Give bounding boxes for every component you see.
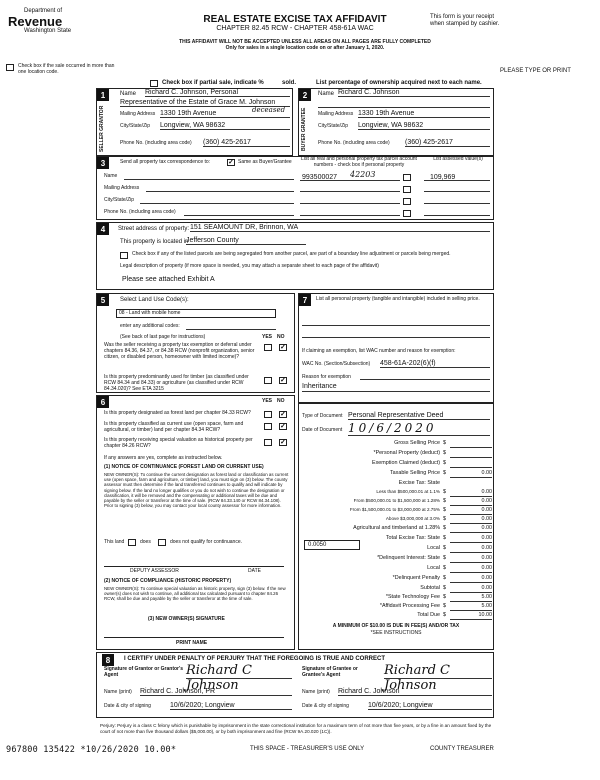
multi-location-label: Check box if the sale occurred in more than one location code. (18, 63, 115, 75)
seller-deceased-annotation: deceased (252, 106, 286, 114)
s5-q2-yes-checkbox[interactable] (264, 377, 272, 384)
parcel-handwritten: 42203 (350, 170, 376, 179)
tax-label-total-state: Total Excise Tax: State (385, 535, 440, 541)
buyer-city-field[interactable]: Longview, WA 98632 (358, 122, 490, 130)
deputy-assessor-label: DEPUTY ASSESSOR (130, 568, 179, 574)
tax-label-taxable: Taxable Selling Price (389, 470, 440, 476)
does-not-label: does not qualify for continuance. (170, 539, 242, 545)
local-rate-box[interactable]: 0.0050 (304, 540, 360, 550)
tax-dollar-sign: $ (443, 507, 446, 513)
tax-label-exemption: Exemption Claimed (deduct) (371, 460, 440, 466)
s3-city-label: City/State/Zip (104, 197, 135, 203)
tax-label-delinq-local: Local (427, 565, 440, 571)
tax-value-taxable[interactable]: 0.00 (450, 470, 492, 478)
additional-codes-label: enter any additional codes: (120, 323, 180, 329)
tax-dollar-sign: $ (443, 594, 446, 600)
send-correspondence-label: Send all property tax correspondence to: (120, 159, 211, 165)
s6-no-header: NO (277, 398, 285, 404)
s6-question-3: Is this property receiving special valuation as historical property per chapter 84.26 RCW? (104, 437, 253, 449)
assessed-row-1 (424, 180, 490, 181)
wac-field[interactable]: 458-61A-202(6)(f) (380, 360, 490, 368)
new-owner-signature-label: (3) NEW OWNER(S) SIGNATURE (148, 616, 225, 622)
s6-question-2: Is this property classified as current use (open space, farm and agricultural, or timber) land per chapter 84.34 RCW? (104, 421, 244, 433)
tax-label-tech-fee: *State Technology Fee (385, 594, 440, 600)
tax-dollar-sign: $ (443, 555, 446, 561)
grantee-sig-label: Signature of Grantee or Grantee's Agent (302, 666, 358, 678)
assessed-row-4[interactable] (424, 208, 490, 216)
section-3-number: 3 (97, 157, 109, 169)
same-as-buyer-label: Same as Buyer/Grantee (238, 159, 292, 165)
segregated-checkbox[interactable] (120, 252, 128, 259)
tax-dollar-sign: $ (443, 516, 446, 522)
s3-name-label: Name (104, 173, 118, 179)
seller-mailing-field[interactable]: 1330 19th Avenue (160, 110, 290, 118)
reason-label: Reason for exemption (302, 374, 351, 380)
s6-yes-header: YES (262, 398, 273, 404)
buyer-phone-field[interactable]: (360) 425-2617 (405, 139, 490, 147)
tax-value-affidavit-fee[interactable]: 5.00 (450, 603, 492, 611)
s3-phone-label: Phone No. (including area code) (104, 209, 176, 215)
treasurer-stamp: 967800 135422 *10/26/2020 10.00* (6, 745, 177, 755)
tax-dollar-sign: $ (443, 498, 446, 504)
assessed-header: List assessed value(s) (433, 156, 483, 162)
tax-dollar-sign: $ (443, 603, 446, 609)
legal-description-label: Legal description of property (if more space is needed, you may attach a separate sheet to each page of the affidavit) (120, 263, 379, 269)
s6-if-any-note: If any answers are yes, complete as instructed below. (104, 455, 223, 461)
this-land-label: This land (104, 539, 125, 545)
doc-type-field[interactable]: Personal Representative Deed (348, 412, 490, 420)
seller-city-label: City/State/Zip (120, 123, 151, 129)
tax-dollar-sign: $ (443, 565, 446, 571)
form-warning-2: Only for sales in a single location code on or after January 1, 2020. (225, 45, 385, 51)
buyer-mailing-label: Mailing Address (318, 111, 354, 117)
personal-property-field-1[interactable] (302, 318, 490, 326)
additional-codes-field[interactable] (186, 322, 276, 330)
tax-value-tier3[interactable]: 0.00 (450, 507, 492, 515)
s5-question-2: Is this property predominantly used for timber (as classified under RCW 84.34 and 84.33) or agriculture (as classified under RCW 84.34.020)? See ETA 3215 (104, 374, 249, 392)
buyer-name-field-2[interactable] (318, 99, 490, 108)
receipt-note (430, 14, 590, 28)
partial-sale-checkbox[interactable] (150, 80, 158, 87)
located-in-field[interactable]: Jefferson County (186, 237, 306, 245)
seller-phone-field[interactable]: (360) 425-2617 (203, 139, 290, 147)
doc-type-label: Type of Document (302, 413, 343, 419)
doc-date-field[interactable]: 10/6/2020 (348, 421, 490, 436)
tax-label-total-due: Total Due (417, 612, 440, 618)
tax-label-agri: Agricultural and timberland at 1.28% (353, 525, 440, 531)
tax-value-agri[interactable]: 0.00 (450, 525, 492, 533)
same-as-buyer-checkbox[interactable]: ✓ (228, 159, 234, 166)
section-2-number: 2 (299, 89, 311, 101)
reason-field[interactable]: Inheritance (302, 383, 337, 390)
s3-name-field[interactable] (124, 172, 294, 180)
perjury-note: Perjury: Perjury is a class C felony which is punishable by imprisonment in the state correctional institution for a maximum term of not more than five years, or by a fine in an amount fixed by the court of not more than five thousand dollars ($5,000.00), or by both imprisonment and fine (RCW 9A.20.020 (1C)). (100, 723, 492, 734)
grantor-date-field[interactable]: 10/6/2020; Longview (170, 702, 292, 710)
partial-sale-label: Check box if partial sale, indicate % (162, 80, 264, 86)
tax-label-personal: *Personal Property (deduct) (373, 450, 440, 456)
personal-property-checkbox-4[interactable] (403, 210, 411, 217)
tax-value-exemption[interactable] (450, 460, 492, 468)
form-subtitle: CHAPTER 82.45 RCW - CHAPTER 458-61A WAC (216, 25, 374, 32)
receipt-note-1: This form is your receipt (430, 14, 495, 20)
tax-value-local[interactable]: 0.00 (450, 545, 492, 553)
print-note: PLEASE TYPE OR PRINT (500, 68, 571, 74)
personal-property-checkbox-1[interactable] (403, 174, 411, 181)
multi-location-checkbox[interactable] (6, 64, 14, 71)
seller-name-field-2[interactable]: Representative of the Estate of Grace M. Johnson (120, 99, 290, 107)
county-treasurer: COUNTY TREASURER (430, 746, 494, 752)
s3-phone-field[interactable] (184, 208, 294, 216)
buyer-phone-label: Phone No. (including area code) (318, 140, 390, 146)
s6-q3-yes-checkbox[interactable] (264, 439, 272, 446)
grantee-date-field[interactable]: 10/6/2020; Longview (368, 702, 492, 710)
grantee-name-label: Name (print) (302, 689, 330, 695)
legal-description-value[interactable]: Please see attached Exhibit A (122, 276, 215, 283)
tax-label-delinq-penalty: *Delinquent Penalty (392, 575, 440, 581)
seller-city-field[interactable]: Longview, WA 98632 (160, 122, 290, 130)
tax-value-delinq-penalty[interactable]: 0.00 (450, 575, 492, 583)
tax-value-delinq-local[interactable]: 0.00 (450, 565, 492, 573)
tax-value-tier2[interactable]: 0.00 (450, 498, 492, 506)
s6-q3-no-checkbox[interactable]: ✓ (280, 439, 286, 446)
tax-value-subtotal[interactable]: 0.00 (450, 585, 492, 593)
section-5-number: 5 (97, 294, 109, 306)
tax-value-tier1[interactable]: 0.00 (450, 489, 492, 497)
wac-label: WAC No. (Section/Subsection) (302, 361, 371, 367)
s5-question-1: Was the seller receiving a property tax exemption or deferral under chapters 84.36, 84.37, or 84.38 RCW (nonprofit organization, senior citizen, or disabled person, homeowner with limited income)? (104, 342, 255, 360)
tax-label-tier4: Above $3,000,000 at 3.0% (385, 516, 440, 521)
see-back-note: (See back of last page for instructions) (120, 334, 206, 340)
tax-label-delinq-interest: *Delinquent Interest: State (377, 555, 440, 561)
section-4-number: 4 (97, 223, 109, 235)
minimum-note: A MINIMUM OF $10.00 IS DUE IN FEE(S) AND/OR TAX (332, 623, 460, 629)
tax-dollar-sign: $ (443, 545, 446, 551)
assessed-value[interactable]: 109,969 (430, 174, 456, 181)
certify-statement: I CERTIFY UNDER PENALTY OF PERJURY THAT THE FOREGOING IS TRUE AND CORRECT (124, 656, 386, 662)
buyer-mailing-field[interactable]: 1330 19th Avenue (358, 110, 490, 118)
exemption-intro: If claiming an exemption, list WAC number and reason for exemption: (302, 348, 456, 354)
treasurer-use-only: THIS SPACE - TREASURER'S USE ONLY (250, 746, 365, 752)
section-1-number: 1 (97, 89, 109, 101)
seller-phone-label: Phone No. (including area code) (120, 140, 192, 146)
seller-name-field[interactable]: Richard C. Johnson, Personal (145, 89, 290, 97)
s5-yes-header: YES (262, 334, 273, 340)
tax-label-tier3: From $1,500,000.01 to $3,000,000 at 2.75% (349, 507, 440, 512)
deputy-line (104, 566, 284, 567)
parcel-row-4[interactable] (300, 208, 400, 216)
buyer-name-label: Name (318, 91, 335, 97)
buyer-grantee-label: BUYER GRANTEE (301, 107, 307, 151)
s6-question-1: Is this property designated as forest land per chapter 84.33 RCW? (104, 410, 251, 416)
grantee-date-label: Date & city of signing (302, 703, 349, 709)
land-use-label: Select Land Use Code(s): (120, 297, 189, 303)
tax-dollar-sign: $ (443, 612, 446, 618)
s3-city-field[interactable] (140, 196, 294, 204)
reason-line (360, 372, 490, 380)
tax-value-delinq-interest[interactable]: 0.00 (450, 555, 492, 563)
form-title-block (150, 14, 440, 33)
located-in-label: This property is located in (120, 239, 189, 245)
s3-mailing-field[interactable] (146, 184, 294, 192)
tax-dollar-sign: $ (443, 450, 446, 456)
s3-mailing-label: Mailing Address (104, 185, 140, 191)
tax-label-local: Local (427, 545, 440, 551)
s5-q1-yes-checkbox[interactable] (264, 344, 272, 351)
s5-q2-no-checkbox[interactable]: ✓ (280, 377, 286, 384)
section-6-number: 6 (97, 396, 109, 408)
print-name-line (104, 637, 284, 638)
dept-line3: Washington State (24, 28, 72, 35)
parcel-number[interactable]: 993500027 (302, 174, 338, 181)
buyer-name-field[interactable]: Richard C. Johnson (338, 89, 490, 97)
buyer-city-label: City/State/Zip (318, 123, 349, 129)
tax-label-subtotal: Subtotal (420, 585, 440, 591)
tax-label-affidavit-fee: *Affidavit Processing Fee (379, 603, 440, 609)
tax-value-tier4[interactable]: 0.00 (450, 516, 492, 524)
ownership-note: List percentage of ownership acquired next to each name. (316, 80, 482, 86)
notice-2-title: (2) NOTICE OF COMPLIANCE (HISTORIC PROPERTY) (104, 578, 232, 584)
reason-line-2 (302, 383, 490, 392)
tax-value-tech-fee[interactable]: 5.00 (450, 594, 492, 602)
dept-line1: Department of (24, 8, 63, 14)
segregated-label: Check box if any of the listed parcels are being segregated from another parcel, are part of a boundary line adjustment or parcels being merged. (132, 251, 451, 257)
receipt-note-2: when stamped by cashier. (430, 21, 500, 28)
see-instructions: *SEE INSTRUCTIONS (370, 630, 422, 636)
grantor-date-label: Date & city of signing (104, 703, 151, 709)
tax-dollar-sign: $ (443, 575, 446, 581)
tax-dollar-sign: $ (443, 470, 446, 476)
grantor-name-label: Name (print) (104, 689, 132, 695)
dept-line2: Revenue (8, 14, 63, 30)
assessed-row-2[interactable] (424, 184, 490, 192)
partial-sale-sold: sold. (282, 80, 297, 86)
personal-property-checkbox-2[interactable] (403, 186, 411, 193)
tax-dollar-sign: $ (443, 440, 446, 446)
personal-property-field-2[interactable] (302, 330, 490, 338)
s6-q2-yes-checkbox[interactable] (264, 423, 272, 430)
form-warning: THIS AFFIDAVIT WILL NOT BE ACCEPTED UNLESS ALL AREAS ON ALL PAGES ARE FULLY COMPLETED (179, 39, 431, 45)
s5-no-header: NO (277, 334, 285, 340)
parcel-row-3[interactable] (300, 196, 400, 204)
notice-2-body: NEW OWNER(S): To continue special valuation as historic property, sign (3) below. If the new owner(s) does not wish to continue, all additional tax calculated pursuant to chapter 84.26 RCW, shall be due and payable by the seller or transferor at the time of sale. (104, 586, 286, 602)
does-not-checkbox[interactable] (158, 539, 166, 546)
does-checkbox[interactable] (128, 539, 136, 546)
parcel-underline-1 (300, 180, 400, 181)
tax-dollar-sign: $ (443, 585, 446, 591)
tax-label-tier1: Less than $500,000.01 at 1.1% (376, 489, 440, 494)
notice-1-body: NEW OWNER(S): To continue the current designation as forest land or classification as current use (open space, farm and agriculture, or timber) land, you must sign on (3) below. The county assessor must then determine if the land transferred continues to qualify and will indicate by signing below. If the land no longer qualifies or you do not wish to continue the designation or classification, it will be removed and the compensating or additional taxes will be due and payable by the seller or transferor at the time of sale. (RCW 84.33.140 or RCW 84.34.108). Prior to signing (3) below, you may contact your local county assessor for more information. (104, 472, 289, 509)
tax-label-excise-state: Excise Tax: State (398, 480, 440, 486)
doc-date-label: Date of Document (302, 427, 343, 433)
s6-q1-no-checkbox[interactable]: ✓ (280, 411, 286, 418)
notice-1-title: (1) NOTICE OF CONTINUANCE (FOREST LAND OR CURRENT USE) (104, 464, 264, 470)
tax-value-total-due[interactable]: 10.00 (450, 612, 492, 620)
parcel-row-2[interactable] (300, 184, 400, 192)
s5-q1-no-checkbox[interactable]: ✓ (280, 344, 286, 351)
tax-dollar-sign: $ (443, 489, 446, 495)
does-label: does (140, 539, 151, 545)
print-name-label: PRINT NAME (176, 640, 208, 646)
tax-label-gross: Gross Selling Price (394, 440, 440, 446)
deputy-date-label: DATE (248, 568, 261, 574)
tax-value-gross[interactable] (450, 440, 492, 448)
parcel-list-header: List all real and personal property tax parcel account numbers - check box if personal property (301, 156, 417, 168)
street-address-field[interactable]: 151 SEAMOUNT DR, Brinnon, WA (190, 224, 490, 232)
form-title: REAL ESTATE EXCISE TAX AFFIDAVIT (203, 14, 387, 25)
personal-property-checkbox-3[interactable] (403, 198, 411, 205)
grantee-signature[interactable]: Richard C Johnson (384, 663, 492, 679)
tax-label-tier2: From $500,000.01 to $1,500,000 at 1.28% (353, 498, 440, 503)
grantor-signature[interactable]: Richard C Johnson (186, 663, 292, 679)
seller-name-label: Name (120, 91, 137, 97)
tax-dollar-sign: $ (443, 535, 446, 541)
section-7-number: 7 (299, 294, 311, 306)
tax-value-personal[interactable] (450, 450, 492, 458)
personal-property-list-label: List all personal property (tangible and intangible) included in selling price. (316, 296, 480, 302)
dept-logo (6, 8, 86, 35)
grantor-name-field[interactable]: Richard C. Johnson, PR (140, 688, 292, 696)
seller-mailing-label: Mailing Address (120, 111, 156, 117)
land-use-select[interactable]: 08 - Land with mobile home (116, 309, 276, 318)
seller-grantor-label: SELLER GRANTOR (99, 105, 105, 153)
street-address-label: Street address of property: (118, 226, 190, 232)
tax-value-total-state[interactable]: 0.00 (450, 535, 492, 543)
grantor-sig-label: Signature of Grantor or Grantor's Agent (104, 666, 183, 678)
grantee-name-field[interactable]: Richard C. Johnson (338, 688, 492, 696)
tax-dollar-sign: $ (443, 525, 446, 531)
s6-q2-no-checkbox[interactable]: ✓ (280, 423, 286, 430)
assessed-row-3[interactable] (424, 196, 490, 204)
section-8-number: 8 (102, 654, 114, 666)
s6-q1-yes-checkbox[interactable] (264, 411, 272, 418)
tax-dollar-sign: $ (443, 460, 446, 466)
